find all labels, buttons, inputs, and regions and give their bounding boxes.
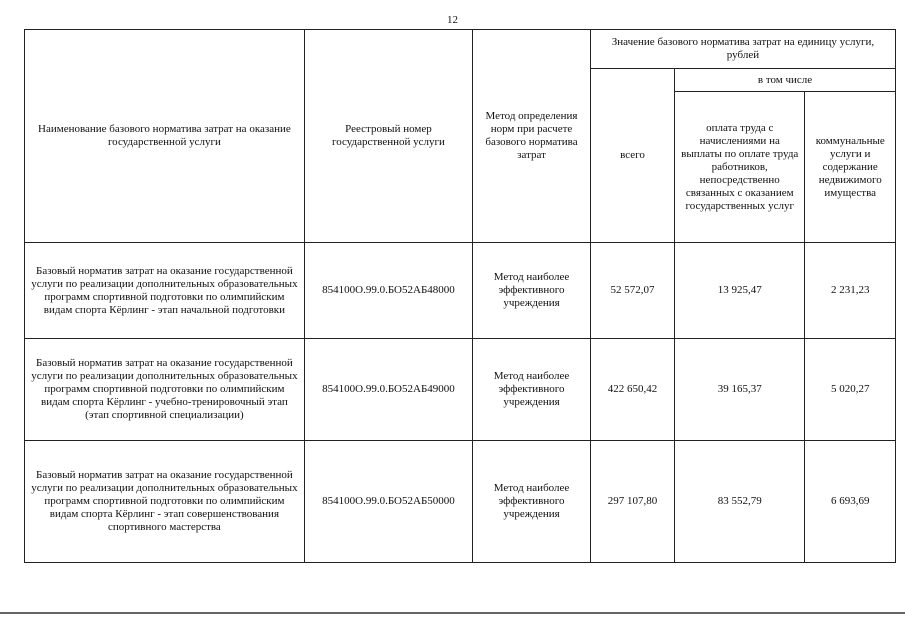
header-value-group: Значение базового норматива затрат на единицу услуги, рублей [590, 30, 895, 69]
header-including: в том числе [675, 69, 896, 92]
header-labor: оплата труда с начислениями на выплаты по оплате труда работников, непосредственно связанных с оказанием государственных услуг [675, 92, 805, 243]
page-bottom-divider [0, 612, 905, 614]
cell-labor: 13 925,47 [675, 243, 805, 339]
table-row [25, 243, 896, 339]
cell-utilities: 6 693,69 [805, 441, 896, 563]
cell-total: 52 572,07 [590, 243, 674, 339]
cell-method: Метод наиболее эффективного учреждения [473, 339, 591, 441]
cell-method: Метод наиболее эффективного учреждения [473, 243, 591, 339]
header-total: всего [590, 69, 674, 243]
cell-labor: 39 165,37 [675, 339, 805, 441]
cell-registry: 854100О.99.0.БО52АБ49000 [304, 339, 472, 441]
cell-utilities: 5 020,27 [805, 339, 896, 441]
cell-total: 422 650,42 [590, 339, 674, 441]
page-number: 12 [447, 14, 458, 26]
cell-utilities: 2 231,23 [805, 243, 896, 339]
cell-registry: 854100О.99.0.БО52АБ50000 [304, 441, 472, 563]
cell-registry: 854100О.99.0.БО52АБ48000 [304, 243, 472, 339]
cost-norms-table [24, 29, 896, 563]
cell-labor: 83 552,79 [675, 441, 805, 563]
header-method: Метод определения норм при расчете базового норматива затрат [473, 30, 591, 243]
header-registry: Реестровый номер государственной услуги [304, 30, 472, 243]
cell-name: Базовый норматив затрат на оказание государственной услуги по реализации дополнительных образовательных программ спортивной подготовки по олимпийским видам спорта Кёрлинг - этап совершенствования спортивного мастерства [25, 441, 305, 563]
cell-name: Базовый норматив затрат на оказание государственной услуги по реализации дополнительных образовательных программ спортивной подготовки по олимпийским видам спорта Кёрлинг - этап начальной подготовки [25, 243, 305, 339]
header-utilities: коммунальные услуги и содержание недвижимого имущества [805, 92, 896, 243]
table-row [25, 339, 896, 441]
cell-total: 297 107,80 [590, 441, 674, 563]
cell-method: Метод наиболее эффективного учреждения [473, 441, 591, 563]
cell-name: Базовый норматив затрат на оказание государственной услуги по реализации дополнительных образовательных программ спортивной подготовки по олимпийским видам спорта Кёрлинг - учебно-тренировочный этап (этап спортивной специализации) [25, 339, 305, 441]
table-row [25, 441, 896, 563]
header-name: Наименование базового норматива затрат на оказание государственной услуги [25, 30, 305, 243]
